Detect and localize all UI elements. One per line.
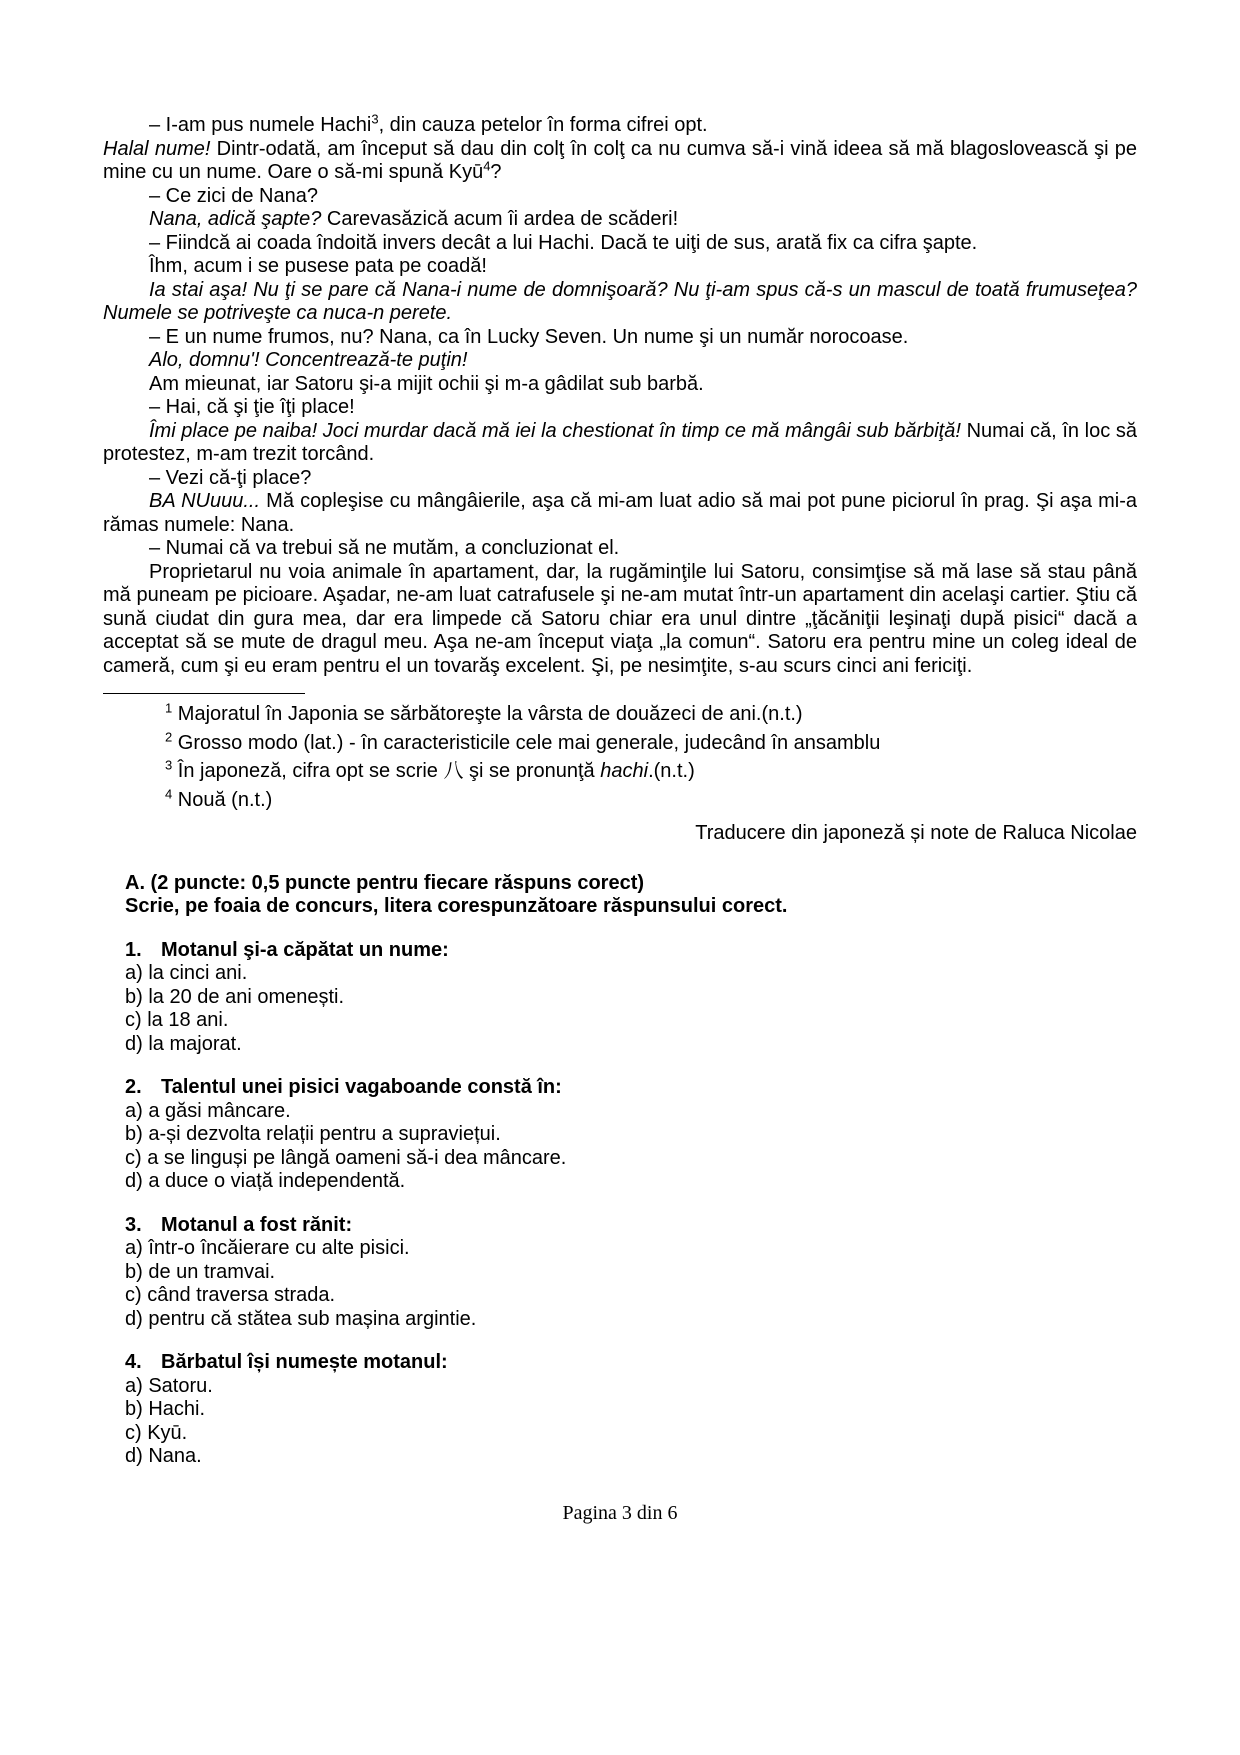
- question-block: [125, 1076, 1137, 1194]
- story-paragraph: [103, 208, 1137, 232]
- text-segment: – Ce zici de Nana?: [149, 184, 318, 207]
- section-a-instruction: Scrie, pe foaia de concurs, litera corespunzătoare răspunsului corect.: [125, 895, 788, 917]
- footnote-number: 4: [165, 785, 173, 801]
- text-segment: Dintr-odată, am început să dau din colţ în colţ ca nu cumva să-i vină ideea să mă blagoslovească şi pe mine cu un nume. Oare o să-mi spună Kyū: [103, 137, 1138, 183]
- option-text: într-o încăierare cu alte pisici.: [148, 1237, 410, 1259]
- footnote-number: 3: [165, 757, 173, 773]
- answer-option: [125, 1009, 1137, 1033]
- story-paragraph: [103, 396, 1137, 420]
- story-paragraph: [103, 467, 1137, 491]
- option-letter: c): [125, 1284, 148, 1306]
- option-letter: d): [125, 1445, 149, 1467]
- text-segment: – Vezi că-ţi place?: [149, 466, 312, 489]
- text-segment: Îhm, acum i se pusese pata pe coadă!: [149, 255, 487, 277]
- answer-option: [125, 1100, 1137, 1124]
- option-text: la majorat.: [148, 1032, 242, 1055]
- text-segment: Ia stai aşa! Nu ţi se pare că Nana-i nume de domnişoară? Nu ţi-am spus că-s un mascul de toată frumuseţea? Numele se potriveşte ca nuca-n perete.: [103, 278, 1137, 324]
- text-segment: Halal nume!: [103, 137, 211, 160]
- footnotes: [103, 700, 1137, 812]
- text-segment: – Hai, că şi ţie îţi place!: [149, 396, 355, 418]
- option-text: la 20 de ani omenești.: [148, 985, 345, 1008]
- question-title: Motanul a fost rănit:: [161, 1213, 353, 1236]
- question-block: [125, 1214, 1137, 1332]
- story-paragraph: [103, 561, 1137, 679]
- answer-option: [125, 986, 1137, 1010]
- option-text: când traversa strada.: [147, 1284, 336, 1306]
- text-segment: Am mieunat, iar Satoru şi-a mijit ochii şi m-a gâdilat sub barbă.: [149, 372, 704, 395]
- story-text: [103, 111, 1138, 678]
- question-heading: [125, 1351, 1137, 1375]
- text-segment: În japoneză, cifra opt se scrie 八 şi se pronunţă: [177, 760, 601, 782]
- text-segment: hachi: [600, 760, 649, 782]
- option-letter: b): [125, 1123, 149, 1145]
- option-text: a găsi mâncare.: [148, 1099, 291, 1122]
- page-content: [103, 111, 1138, 1469]
- text-segment: Majoratul în Japonia se sărbătoreşte la vârsta de douăzeci de ani.(n.t.): [177, 703, 803, 725]
- answer-option: [125, 1147, 1137, 1171]
- text-segment: Nana, adică şapte?: [149, 208, 322, 230]
- question-title: Bărbatul își numește motanul:: [161, 1351, 448, 1373]
- option-letter: a): [125, 1374, 149, 1397]
- story-paragraph: [103, 232, 1137, 256]
- section-a: [125, 872, 1137, 1469]
- superscript-ref: 3: [371, 111, 379, 127]
- answer-option: [125, 1422, 1137, 1446]
- footnote-number: 2: [165, 728, 173, 744]
- question-number: 2.: [125, 1076, 142, 1098]
- option-letter: a): [125, 962, 149, 984]
- answer-option: [125, 1284, 1137, 1308]
- story-paragraph: [103, 537, 1137, 561]
- text-segment: Mă copleşise cu mângâierile, aşa că mi-am luat adio să mai pot pune piciorul în prag. Şi aşa mi-a rămas numele: Nana.: [103, 490, 1138, 536]
- story-paragraph: [103, 326, 1137, 350]
- text-segment: Nouă (n.t.): [177, 788, 273, 811]
- question-title: Motanul şi-a căpătat un nume:: [161, 938, 449, 961]
- story-paragraph: [103, 111, 1137, 138]
- text-segment: Proprietarul nu voia animale în apartament, dar, la rugăminţile lui Satoru, consimţise să mă lase să stau până mă puneam pe picioare. Aşadar, ne-am luat catrafusele şi ne-am mutat într-un apartament din acelaşi cartier. Ştiu că sună ciudat din gura mea, dar era limpede că Satoru chiar era unul dintre „ţăcăniţii leşinaţi după pisici“ dacă a acceptat să se mute de dragul meu. Aşa ne-am început viaţa „la comun“. Satoru era pentru mine un coleg ideal de cameră, cum şi eu eram pentru el un tovarăş excelent. Şi, pe nesimţite, s-au scurs cinci ani fericiţi.: [103, 560, 1137, 677]
- option-text: Nana.: [148, 1445, 202, 1467]
- answer-option: [125, 1261, 1137, 1285]
- text-segment: Numai că, în loc să protestez, m-am trezit torcând.: [103, 419, 1137, 465]
- story-paragraph: [103, 349, 1137, 373]
- text-segment: ?: [490, 161, 502, 183]
- option-letter: d): [125, 1307, 149, 1330]
- text-segment: .(n.t.): [648, 760, 695, 782]
- option-letter: b): [125, 985, 149, 1008]
- footnote: [165, 757, 1137, 784]
- option-text: la 18 ani.: [147, 1009, 229, 1031]
- option-letter: c): [125, 1146, 148, 1169]
- answer-option: [125, 1398, 1137, 1422]
- option-letter: b): [125, 1260, 149, 1283]
- story-paragraph: [103, 373, 1137, 397]
- text-segment: Alo, domnu'! Concentrează-te puţin!: [149, 349, 468, 371]
- question-block: [125, 939, 1137, 1057]
- text-segment: – Fiindcă ai coada îndoită invers decât a lui Hachi. Dacă te uiţi de sus, arată fix ca cifra şapte.: [149, 231, 978, 254]
- option-letter: a): [125, 1099, 149, 1122]
- question-heading: [125, 939, 1137, 963]
- story-paragraph: [103, 185, 1137, 209]
- option-text: a-și dezvolta relații pentru a supraviețui.: [148, 1123, 501, 1145]
- option-letter: b): [125, 1398, 149, 1420]
- question-number: 1.: [125, 938, 142, 961]
- answer-option: [125, 962, 1137, 986]
- text-segment: , din cauza petelor în forma cifrei opt.: [378, 114, 708, 136]
- option-text: a se linguși pe lângă oameni să-i dea mâncare.: [147, 1146, 567, 1169]
- answer-option: [125, 1308, 1137, 1332]
- translation-credit: Traducere din japoneză și note de Raluca Nicolae: [695, 822, 1137, 844]
- option-text: de un tramvai.: [148, 1260, 276, 1283]
- option-letter: c): [125, 1421, 148, 1444]
- option-letter: c): [125, 1009, 148, 1031]
- section-a-heading: A. (2 puncte: 0,5 puncte pentru fiecare răspuns corect): [125, 871, 645, 894]
- footnote: [165, 728, 1137, 756]
- option-text: Kyū.: [147, 1421, 188, 1444]
- text-segment: BA NUuuu...: [149, 490, 261, 512]
- question-block: [125, 1351, 1137, 1469]
- story-paragraph: [103, 255, 1137, 279]
- answer-option: [125, 1445, 1137, 1469]
- text-segment: Carevasăzică acum îi ardea de scăderi!: [321, 208, 679, 230]
- question-number: 4.: [125, 1351, 142, 1373]
- option-text: Hachi.: [148, 1398, 206, 1420]
- story-paragraph: [103, 490, 1137, 537]
- option-letter: d): [125, 1170, 149, 1192]
- page-footer: Pagina 3 din 6: [562, 1502, 678, 1524]
- text-segment: – Numai că va trebui să ne mutăm, a concluzionat el.: [149, 537, 620, 559]
- question-title: Talentul unei pisici vagaboande constă în:: [161, 1076, 562, 1098]
- footnote: [165, 785, 1137, 813]
- footnote: [165, 700, 1137, 727]
- option-letter: a): [125, 1237, 149, 1259]
- text-segment: – I-am pus numele Hachi: [149, 114, 372, 136]
- story-paragraph: [103, 138, 1137, 185]
- question-heading: [125, 1214, 1137, 1238]
- option-text: pentru că stătea sub mașina argintie.: [148, 1307, 477, 1330]
- story-paragraph: [103, 279, 1137, 326]
- option-text: a duce o viață independentă.: [148, 1170, 406, 1192]
- option-text: la cinci ani.: [148, 962, 248, 984]
- text-segment: Grosso modo (lat.) - în caracteristicile cele mai generale, judecând în ansamblu: [177, 731, 881, 754]
- option-text: Satoru.: [148, 1374, 213, 1397]
- question-number: 3.: [125, 1213, 142, 1236]
- story-paragraph: [103, 420, 1137, 467]
- question-heading: [125, 1076, 1137, 1100]
- answer-option: [125, 1237, 1137, 1261]
- answer-option: [125, 1123, 1137, 1147]
- option-letter: d): [125, 1032, 149, 1055]
- questions: [125, 939, 1137, 1469]
- answer-option: [125, 1033, 1137, 1057]
- answer-option: [125, 1170, 1137, 1194]
- answer-option: [125, 1375, 1137, 1399]
- footnote-number: 1: [165, 700, 173, 716]
- text-segment: Îmi place pe naiba! Joci murdar dacă mă iei la chestionat în timp ce mă mângâi sub bărbiţă!: [149, 419, 961, 442]
- footnote-separator: [103, 693, 305, 694]
- superscript-ref: 4: [483, 158, 491, 174]
- text-segment: – E un nume frumos, nu? Nana, ca în Lucky Seven. Un nume şi un număr norocoase.: [149, 325, 909, 348]
